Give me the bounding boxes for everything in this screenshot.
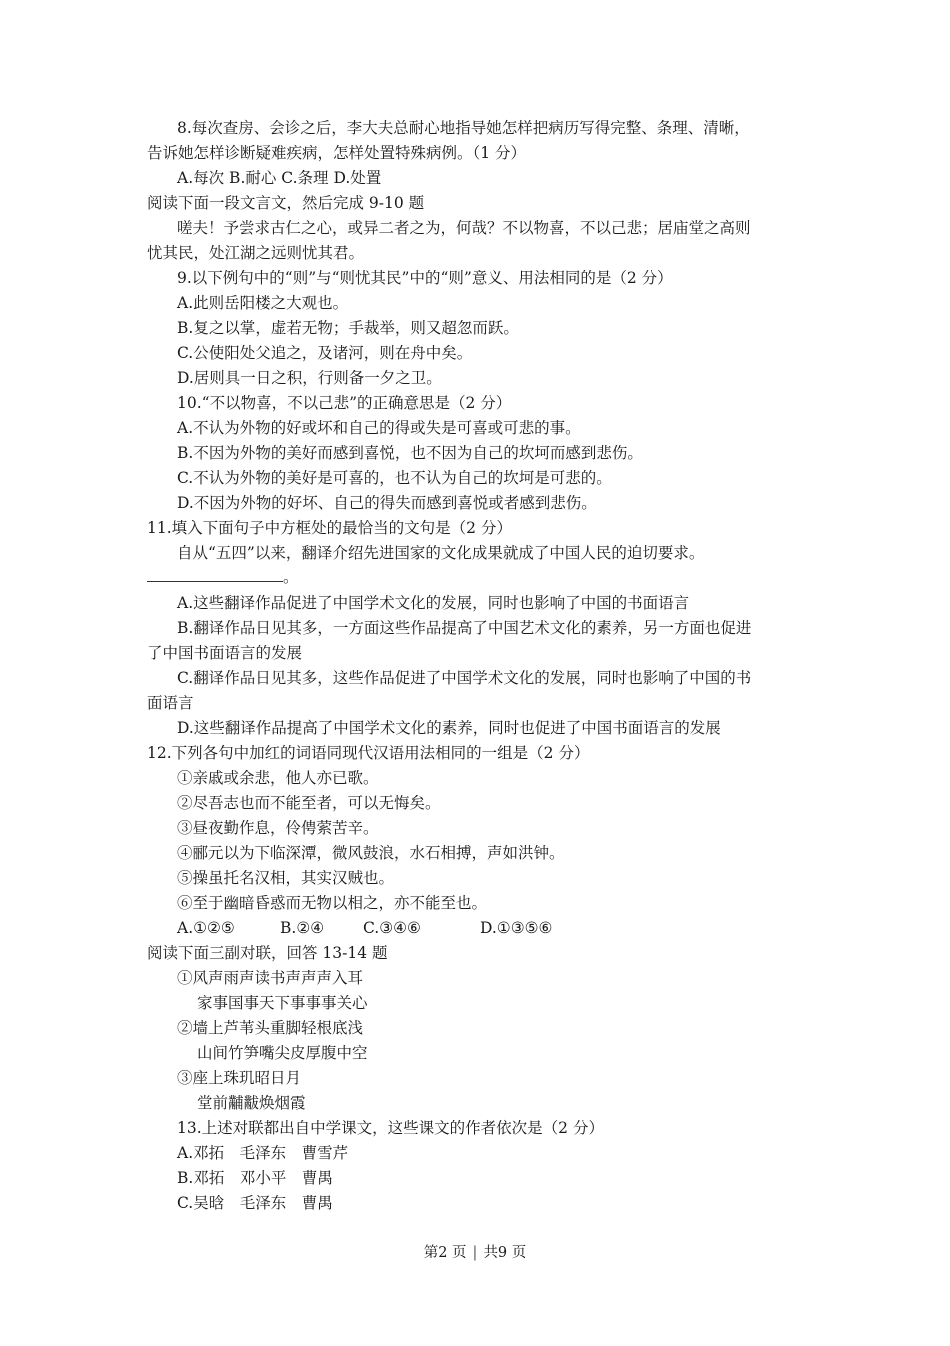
reading1-intro: 阅读下面一段文言文，然后完成 9-10 题 <box>147 194 425 212</box>
q10-option-d: D.不因为外物的好坏、自己的得失而感到喜悦或者感到悲伤。 <box>177 494 597 512</box>
couplet-2-first: ②墙上芦苇头重脚轻根底浅 <box>177 1019 364 1037</box>
q12-option-a: A.①②⑤ <box>177 919 235 937</box>
q11-stem: 11.填入下面句子中方框处的最恰当的文句是（2 分） <box>147 519 512 537</box>
reading1-passage-line1: 嗟夫！予尝求古仁之心，或异二者之为，何哉？不以物喜，不以己悲；居庙堂之高则 <box>177 219 751 237</box>
q12-stem: 12.下列各句中加红的词语同现代汉语用法相同的一组是（2 分） <box>147 744 590 762</box>
q12-option-b: B.②④ <box>280 919 325 937</box>
q9-option-b: B.复之以掌，虚若无物；手裁举，则又超忽而跃。 <box>177 319 519 337</box>
q8-line2: 告诉她怎样诊断疑难疾病，怎样处置特殊病例。（1 分） <box>147 144 527 162</box>
q12-item-6: ⑥至于幽暗昏惑而无物以相之，亦不能至也。 <box>177 894 488 912</box>
q11-option-a: A.这些翻译作品促进了中国学术文化的发展，同时也影响了中国的书面语言 <box>177 594 690 612</box>
q13-option-b: B.邓拓 邓小平 曹禺 <box>177 1169 333 1187</box>
q12-item-5: ⑤操虽托名汉相，其实汉贼也。 <box>177 869 395 887</box>
page-number: 第2 页 <box>423 1245 467 1261</box>
q12-option-d: D.①③⑤⑥ <box>480 919 553 937</box>
page-footer <box>0 1243 950 1263</box>
q9-option-a: A.此则岳阳楼之大观也。 <box>177 294 349 312</box>
q11-option-b-line1: B.翻译作品日见其多，一方面这些作品提高了中国艺术文化的素养，另一方面也促进 <box>177 619 752 637</box>
q10-option-c: C.不认为外物的美好是可喜的，也不认为自己的坎坷是可悲的。 <box>177 469 612 487</box>
q11-option-d: D.这些翻译作品提高了中国学术文化的素养，同时也促进了中国书面语言的发展 <box>177 719 721 737</box>
q13-option-a: A.邓拓 毛泽东 曹雪芹 <box>177 1144 349 1162</box>
reading1-passage-line2: 忧其民，处江湖之远则忧其君。 <box>147 244 365 262</box>
q11-blank-end: 。 <box>283 568 299 586</box>
q8-options: A.每次 B.耐心 C.条理 D.处置 <box>177 169 382 187</box>
footer-separator: | <box>472 1245 478 1261</box>
q11-sentence: 自从“五四”以来，翻译介绍先进国家的文化成果就成了中国人民的迫切要求。 <box>177 544 705 562</box>
couplet-3-first: ③座上珠玑昭日月 <box>177 1069 302 1087</box>
q9-stem: 9.以下例句中的“则”与“则忧其民”中的“则”意义、用法相同的是（2 分） <box>177 269 673 287</box>
answer-blank <box>147 566 283 582</box>
page-total: 共9 页 <box>483 1245 527 1261</box>
q10-option-a: A.不认为外物的好或坏和自己的得或失是可喜或可悲的事。 <box>177 419 581 437</box>
q12-option-c: C.③④⑥ <box>363 919 421 937</box>
q9-option-d: D.居则具一日之积，行则备一夕之卫。 <box>177 369 442 387</box>
q11-option-b-line2: 了中国书面语言的发展 <box>147 644 303 662</box>
couplet-2-second: 山间竹笋嘴尖皮厚腹中空 <box>197 1044 368 1062</box>
q13-option-c: C.吴晗 毛泽东 曹禺 <box>177 1194 333 1212</box>
q11-blank-line <box>147 566 299 588</box>
q12-item-1: ①亲戚或余悲，他人亦已歌。 <box>177 769 379 787</box>
q8-line1: 8.每次查房、会诊之后，李大夫总耐心地指导她怎样把病历写得完整、条理、清晰， <box>177 119 750 137</box>
couplet-1-second: 家事国事天下事事事关心 <box>197 994 368 1012</box>
couplet-1-first: ①风声雨声读书声声声入耳 <box>177 969 364 987</box>
q11-option-c-line1: C.翻译作品日见其多，这些作品促进了中国学术文化的发展，同时也影响了中国的书 <box>177 669 752 687</box>
q12-item-2: ②尽吾志也而不能至者，可以无悔矣。 <box>177 794 441 812</box>
reading2-intro: 阅读下面三副对联，回答 13-14 题 <box>147 944 388 962</box>
couplet-3-second: 堂前黼黻焕烟霞 <box>197 1094 306 1112</box>
q12-item-4: ④郦元以为下临深潭，微风鼓浪，水石相搏，声如洪钟。 <box>177 844 565 862</box>
q11-option-c-line2: 面语言 <box>147 694 194 712</box>
q12-item-3: ③昼夜勤作息，伶俜萦苦辛。 <box>177 819 379 837</box>
q13-stem: 13.上述对联都出自中学课文，这些课文的作者依次是（2 分） <box>177 1119 604 1137</box>
q9-option-c: C.公使阳处父追之，及诸河，则在舟中矣。 <box>177 344 473 362</box>
q10-stem: 10.“不以物喜，不以己悲”的正确意思是（2 分） <box>177 394 512 412</box>
q10-option-b: B.不因为外物的美好而感到喜悦，也不因为自己的坎坷而感到悲伤。 <box>177 444 643 462</box>
